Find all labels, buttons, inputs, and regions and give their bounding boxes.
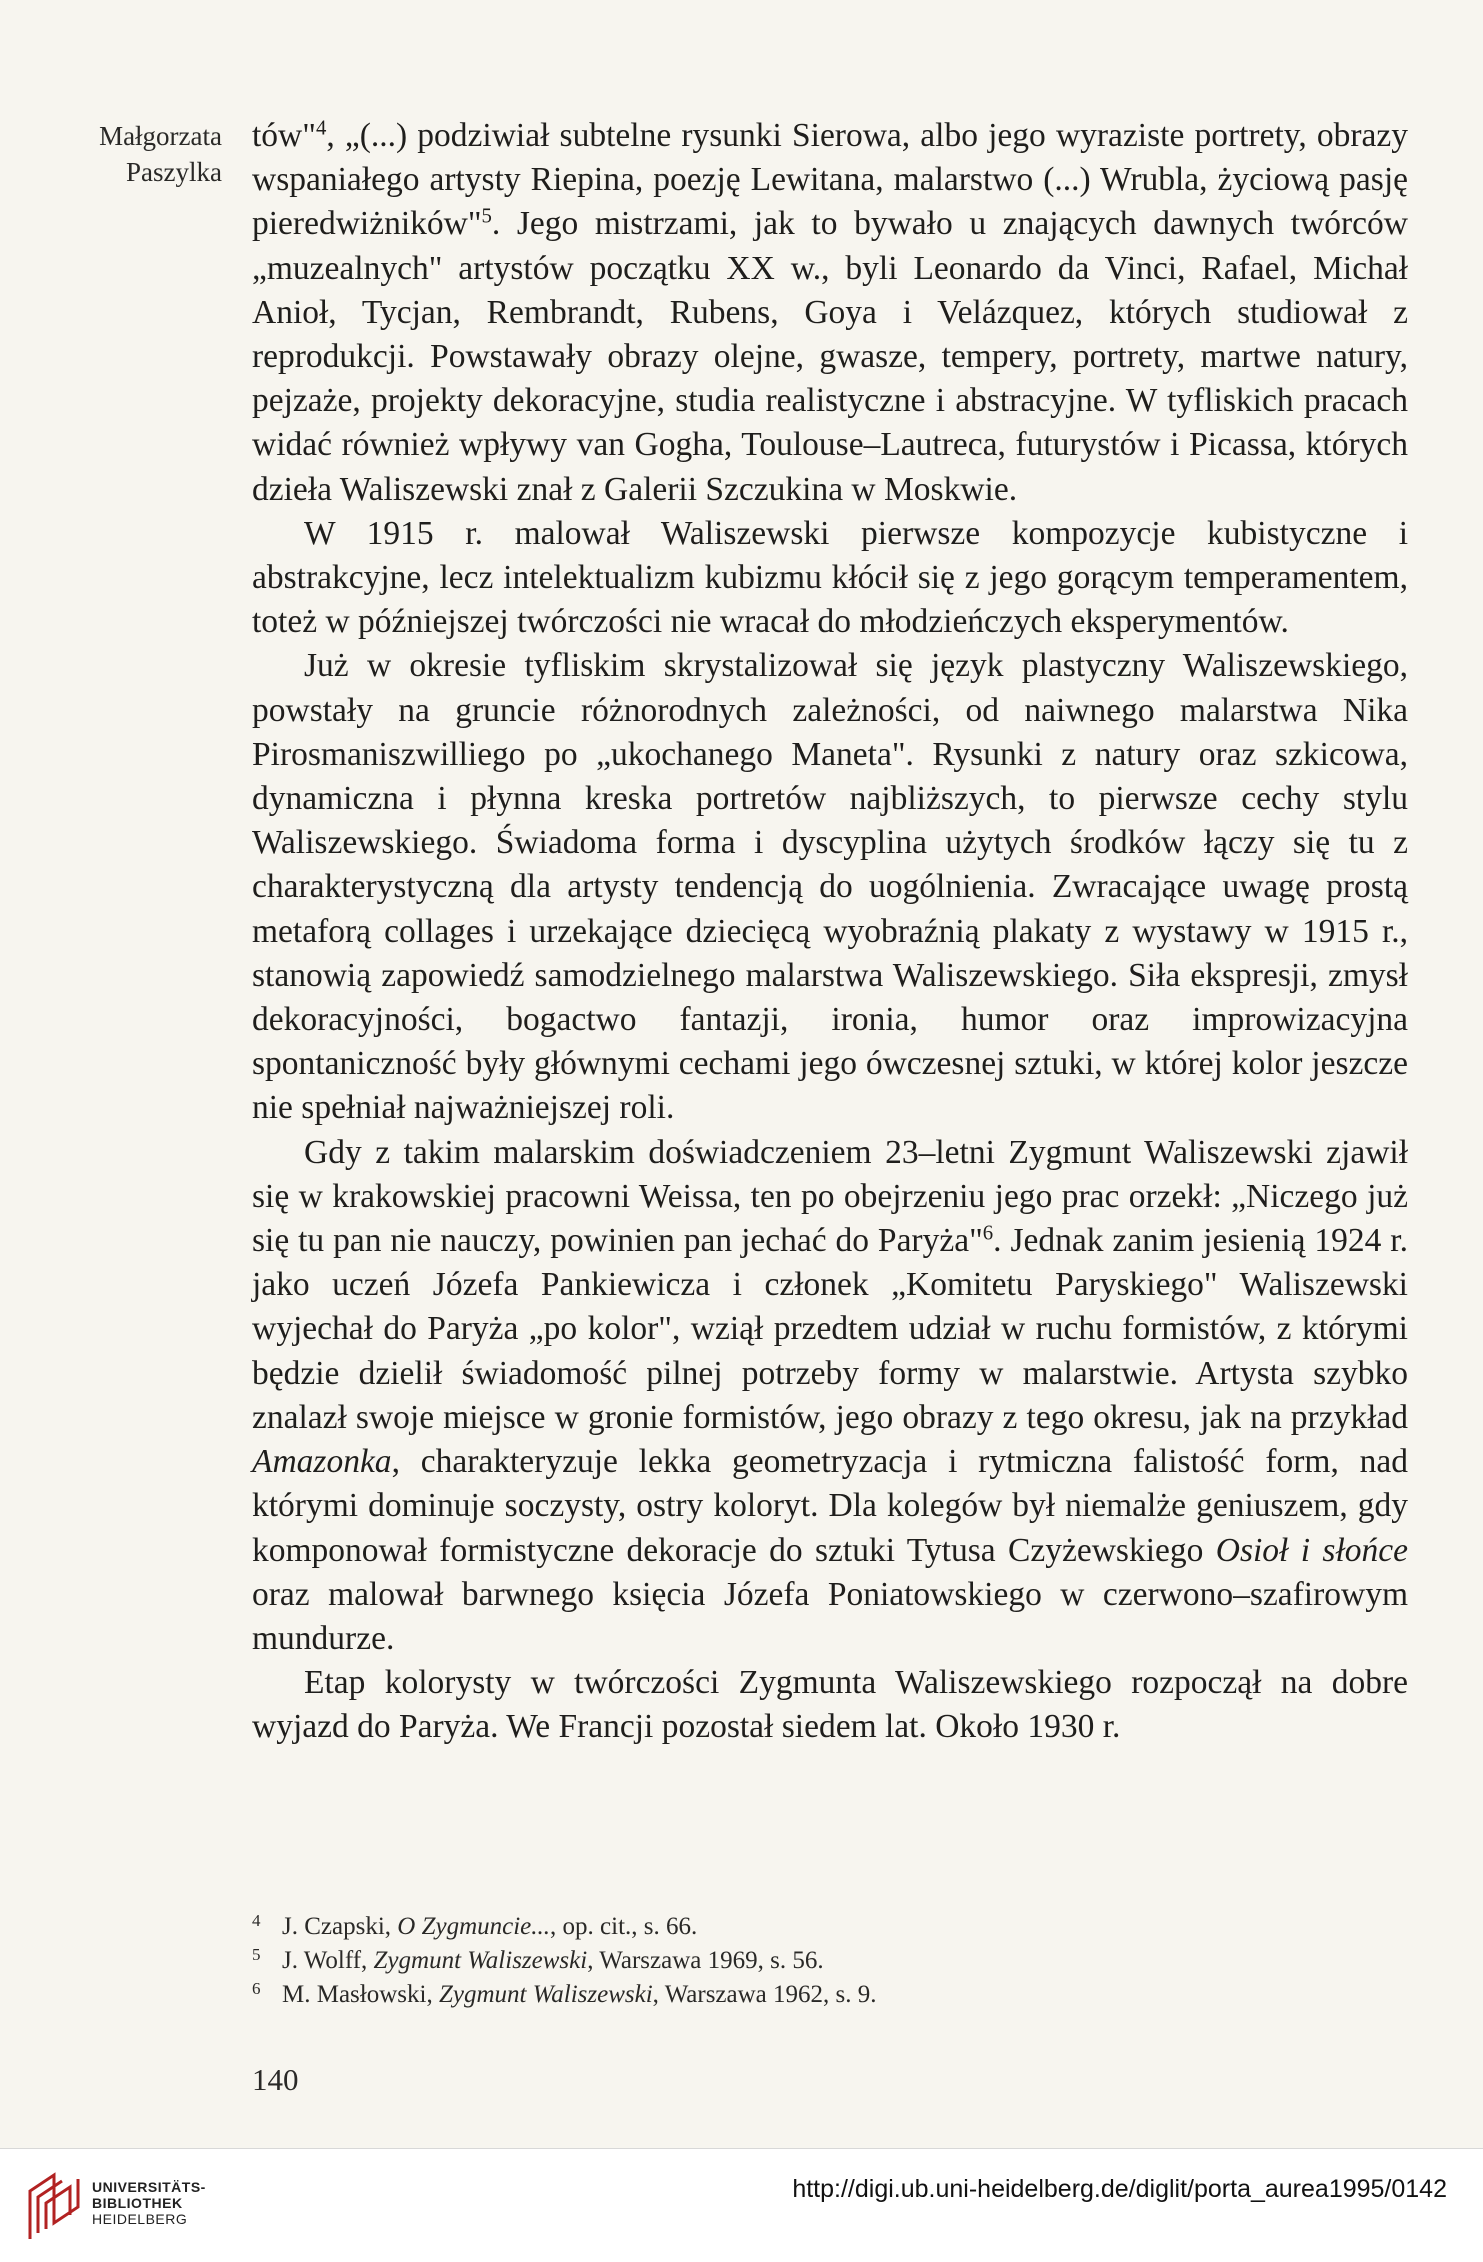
footnote-ref-4[interactable]: 4 — [315, 116, 327, 140]
library-line-3: HEIDELBERG — [92, 2211, 188, 2227]
footnote-number — [252, 1944, 282, 1978]
paragraph-2: W 1915 r. malował Waliszewski pierwsze kompozycje kubistyczne i abstrakcyjne, lecz intelektualizm kubizmu kłócił się z jego gorącym temperamentem, toteż w późniejszej twórczości nie wracał do młodzieńczych eksperymentów. — [252, 514, 1408, 641]
text-span: tów" — [252, 117, 316, 154]
text-span: J. Czapski, — [282, 1913, 398, 1940]
play-title: Osioł i słońce — [1215, 1531, 1409, 1569]
paragraph-4 — [252, 1131, 1408, 1661]
text-span: , op. cit., s. 66. — [550, 1913, 698, 1940]
footnote-number-text: 4 — [252, 1911, 261, 1930]
footnote-ref-5[interactable]: 5 — [481, 204, 492, 228]
footnote-6 — [252, 1978, 1408, 2012]
footnote-number — [252, 1978, 282, 2012]
author-last-name: Paszylka — [126, 157, 222, 187]
library-line-1: UNIVERSITÄTS- — [92, 2179, 206, 2195]
text-span: . Jego mistrzami, jak to bywało u znających dawnych twórców „muzealnych" artystów początku XX w., byli Leonardo da Vinci, Rafael, Michał Anioł, Tycjan, Rembrandt, Rubens, Goya i Velázquez, których studiował z reprodukcji. Powstawały obrazy olejne, gwasze, tempery, portrety, martwe natury, pejzaże, projekty dekoracyjne, studia realistyczne i abstracyjne. W tyfliskich pracach widać również wpływy van Gogha, Toulouse–Lautreca, futurystów i Picassa, których dzieła Waliszewski znał z Galerii Szczukina w Moskwie. — [252, 205, 1408, 508]
footnote-number-text: 5 — [252, 1945, 261, 1964]
body-text — [252, 114, 1408, 1750]
viewer-footer — [0, 2148, 1483, 2262]
text-span: , charakteryzuje lekka geometryzacja i rytmiczna falistość form, nad którymi dominuje soczysty, ostry koloryt. Dla kolegów był niemalże geniuszem, gdy komponował formistyczne dekoracje do sztuki Tytusa Czyżewskiego — [252, 1443, 1408, 1569]
footnote-ref-6[interactable]: 6 — [982, 1221, 994, 1245]
footnotes — [252, 1910, 1408, 2012]
text-span: , Warszawa 1969, s. 56. — [587, 1947, 824, 1974]
library-name[interactable] — [92, 2179, 206, 2227]
ub-heidelberg-logo-icon[interactable] — [24, 2169, 86, 2243]
footnote-number — [252, 1910, 282, 1944]
paragraph-3: Już w okresie tyfliskim skrystalizował się język plastyczny Waliszewskiego, powstały na gruncie różnorodnych zależności, od naiwnego malarstwa Nika Pirosmaniszwilliego po „ukochanego Maneta". Rysunki z natury oraz szkicowa, dynamiczna i płynna kreska portretów najbliższych, to pierwsze cechy stylu Waliszewskiego. Świadoma forma i dyscyplina użytych środków łączy się tu z charakterystyczną dla artysty tendencją do uogólnienia. Zwracające uwagę prostą metaforą collages i urzekające dziecięcą wyobraźnią plakaty z wystawy w 1915 r., stanowią zapowiedź samodzielnego malarstwa Waliszewskiego. Siła ekspresji, zmysł dekoracyjności, bogactwo fantazji, ironia, humor oraz improwizacyjna spontaniczność były głównymi cechami jego ówczesnej sztuki, w której kolor jeszcze nie spełniał najważniejszej roli. — [252, 647, 1408, 1127]
book-title: Zygmunt Waliszewski — [373, 1947, 588, 1974]
paragraph-1 — [252, 114, 1408, 512]
library-line-2: BIBLIOTHEK — [92, 2195, 183, 2211]
footnote-text — [282, 1978, 877, 2012]
artwork-title: Amazonka — [252, 1443, 392, 1481]
paragraph-5: Etap kolorysty w twórczości Zygmunta Waliszewskiego rozpoczął na dobre wyjazd do Paryża. We Francji pozostał siedem lat. Około 1930 r. — [252, 1664, 1408, 1746]
footnote-4 — [252, 1910, 1408, 1944]
source-url-link[interactable]: http://digi.ub.uni-heidelberg.de/diglit/porta_aurea1995/0142 — [792, 2175, 1447, 2203]
text-span: . Jednak zanim jesienią 1924 r. jako uczeń Józefa Pankiewicza i członek „Komitetu Paryskiego" Waliszewski wyjechał do Paryża „po kolor", wziął przedtem udział w ruchu formistów, z którymi będzie dzielił świadomość pilnej potrzeby formy w malarstwie. Artysta szybko znalazł swoje miejsce w gronie formistów, jego obrazy z tego okresu, jak na przykład — [252, 1222, 1408, 1436]
text-span: oraz malował barwnego księcia Józefa Poniatowskiego w czerwono–szafirowym mundurze. — [252, 1575, 1408, 1657]
text-span: M. Masłowski, — [282, 1981, 439, 2008]
book-title: Zygmunt Waliszewski — [438, 1981, 653, 2008]
footnote-5 — [252, 1944, 1408, 1978]
page-number: 140 — [252, 2062, 299, 2097]
text-span: , „(...) podziwiał subtelne rysunki Sierowa, albo jego wyraziste portrety, obrazy wspaniałego artysty Riepina, poezję Lewitana, malarstwo (...) Wrubla, życiową pasję pieredwiżników" — [252, 117, 1408, 243]
text-span: , Warszawa 1962, s. 9. — [652, 1981, 877, 2008]
footnote-number-text: 6 — [252, 1979, 261, 1998]
text-span: J. Wolff, — [282, 1947, 374, 1974]
footnote-text — [282, 1944, 824, 1978]
author-first-name: Małgorzata — [99, 121, 222, 151]
book-title: O Zygmuncie... — [397, 1913, 551, 1940]
author-name — [52, 118, 222, 190]
footnote-text — [282, 1910, 697, 1944]
text-span: Gdy z takim malarskim doświadczeniem 23–letni Zygmunt Waliszewski zjawił się w krakowskiej pracowni Weissa, ten po obejrzeniu jego prac orzekł: „Niczego już się tu pan nie nauczy, powinien pan jechać do Paryża" — [252, 1133, 1408, 1260]
